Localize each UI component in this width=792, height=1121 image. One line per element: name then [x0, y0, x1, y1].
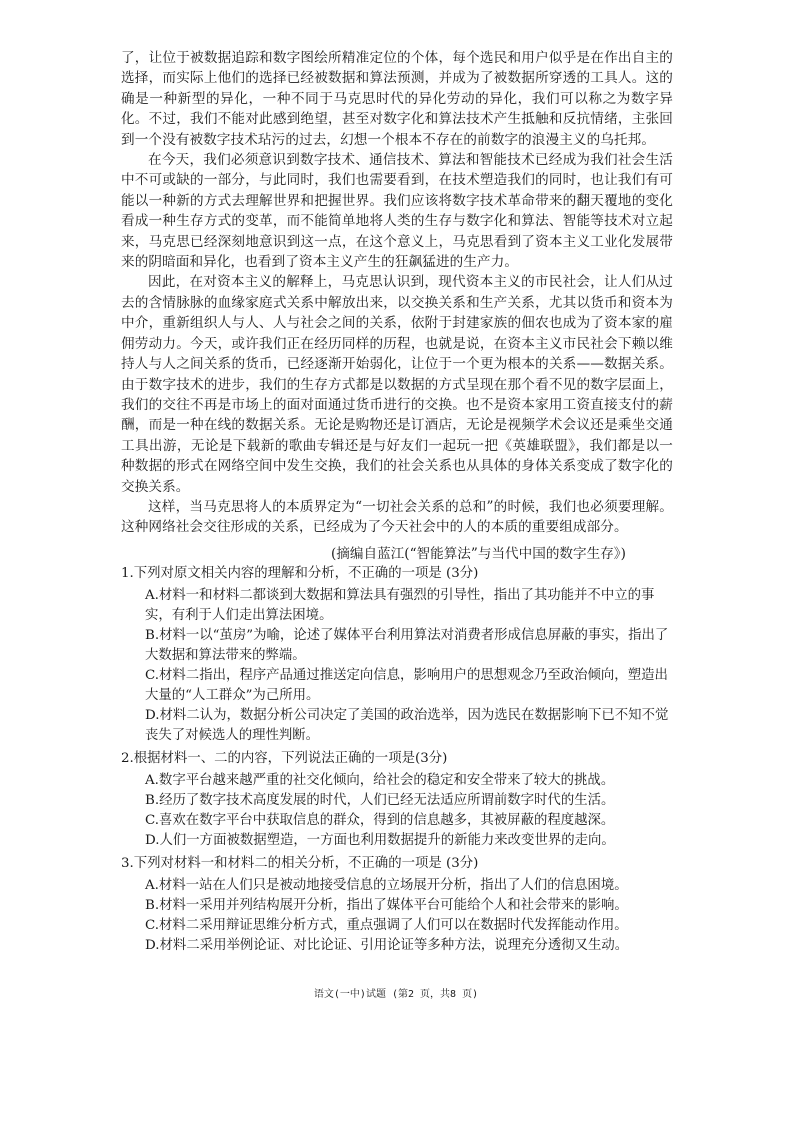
passage-paragraph-2: 在今天，我们必须意识到数字技术、通信技术、算法和智能技术已经成为我们社会生活中不可或缺的一部分，与此同时，我们也需要看到，在技术塑造我们的同时，也让我们有可能以一种新的方式去理解世界和把握世界。我们应该将数字技术革命带来的翻天覆地的变化看成一种生存方式的变革，而不能简单地将人类的生存与数字化和算法、智能等技术对立起来，马克思已经深刻地意识到这一点，在这个意义上，马克思看到了资本主义工业化发展带来的阴暗面和异化，也看到了资本主义产生的狂飙猛进的生产力。 [121, 152, 673, 271]
option-c: C.喜欢在数字平台中获取信息的群众，得到的信息越多，其被屏蔽的程度越深。 [145, 813, 615, 829]
passage-paragraph-4: 这样，当马克思将人的本质界定为“一切社会关系的总和”的时候，我们也必须要理解。这种网络社会交往形成的关系，已经成为了今天社会中的人的本质的重要组成部分。 [121, 498, 673, 536]
question-stem: 3.下列对材料一和材料二的相关分析，不正确的一项是 (3分) [121, 856, 479, 872]
page-footer: 语文(一中)试题 (第2 页，共8 页) [313, 989, 479, 1000]
question-stem: 2.根据材料一、二的内容，下列说法正确的一项是(3分) [121, 751, 448, 767]
page-content [121, 48, 673, 956]
option-b: B.材料一采用并列结构展开分析，指出了媒体平台可能给个人和社会带来的影响。 [145, 898, 628, 914]
option-c: C.材料二指出，程序产品通过推送定向信息，影响用户的思想观念乃至政治倾向，塑造出大量的“人工群众”为己所用。 [145, 668, 668, 704]
question-stem: 1.下列对原文相关内容的理解和分析，不正确的一项是 (3分) [121, 566, 479, 582]
option-a: A.数字平台越来越严重的社交化倾向，给社会的稳定和安全带来了较大的挑战。 [145, 773, 615, 789]
option-b: B.经历了数字技术高度发展的时代，人们已经无法适应所谓前数字时代的生活。 [145, 793, 615, 809]
passage-paragraph-3: 因此，在对资本主义的解释上，马克思认识到，现代资本主义的市民社会，让人们从过去的含情脉脉的血缘家庭式关系中解放出来，以交换关系和生产关系，尤其以货币和资本为中介，重新组织人与人、人与社会之间的关系，依附于封建家族的佃农也成为了资本家的雇佣劳动力。今天，或许我们正在经历同样的历程，也就是说，在资本主义市民社会下赖以维持人与人之间关系的货币，已经逐渐开始弱化，让位于一个更为根本的关系——数据关系。由于数字技术的进步，我们的生存方式都是以数据的方式呈现在那个看不见的数字层面上，我们的交往不再是市场上的面对面通过货币进行的交换。也不是资本家用工资直接支付的薪酬，而是一种在线的数据关系。无论是购物还是订酒店，无论是视频学术会议还是乘坐交通工具出游，无论是下载新的歌曲专辑还是与好友们一起玩一把《英雄联盟》，我们都是以一种数据的形式在网络空间中发生交换，我们的社会关系也从具体的身体关系变成了数字化的交换关系。 [121, 274, 673, 495]
question-3 [121, 854, 673, 956]
passage-paragraph-1: 了，让位于被数据追踪和数字图绘所精准定位的个体，每个选民和用户似乎是在作出自主的选择，而实际上他们的选择已经被数据和算法预测，并成为了被数据所穿透的工具人。这的确是一种新型的异化，一种不同于马克思时代的异化劳动的异化，我们可以称之为数字异化。不过，我们不能对此感到绝望，甚至对数字化和算法技术产生抵触和反抗情绪，主张回到一个没有被数字技术玷污的过去，幻想一个根本不存在的前数字的浪漫主义的乌托邦。 [121, 50, 673, 148]
option-d: D.材料二认为，数据分析公司决定了美国的政治选举，因为选民在数据影响下已不知不觉丧失了对候选人的理性判断。 [145, 708, 669, 744]
source-citation: (摘编自蓝江(“智能算法”与当代中国的数字生存》) [331, 545, 626, 562]
option-a: A.材料一和材料二都谈到大数据和算法具有强烈的引导性，指出了其功能并不中立的事实，有利于人们走出算法困境。 [145, 588, 655, 624]
option-b: B.材料一以“茧房”为喻，论述了媒体平台利用算法对消费者形成信息屏蔽的事实，指出了大数据和算法带来的弊端。 [145, 628, 669, 664]
option-d: D.材料二采用举例论证、对比论证、引用论证等多种方法，说理充分透彻又生动。 [145, 938, 629, 954]
option-c: C.材料二采用辩证思维分析方式，重点强调了人们可以在数据时代发挥能动作用。 [145, 918, 628, 934]
passage [121, 48, 673, 538]
option-a: A.材料一站在人们只是被动地接受信息的立场展开分析，指出了人们的信息困境。 [145, 878, 628, 894]
option-d: D.人们一方面被数据塑造，一方面也利用数据提升的新能力来改变世界的走向。 [145, 833, 615, 849]
question-1 [121, 564, 673, 746]
question-2 [121, 749, 673, 851]
